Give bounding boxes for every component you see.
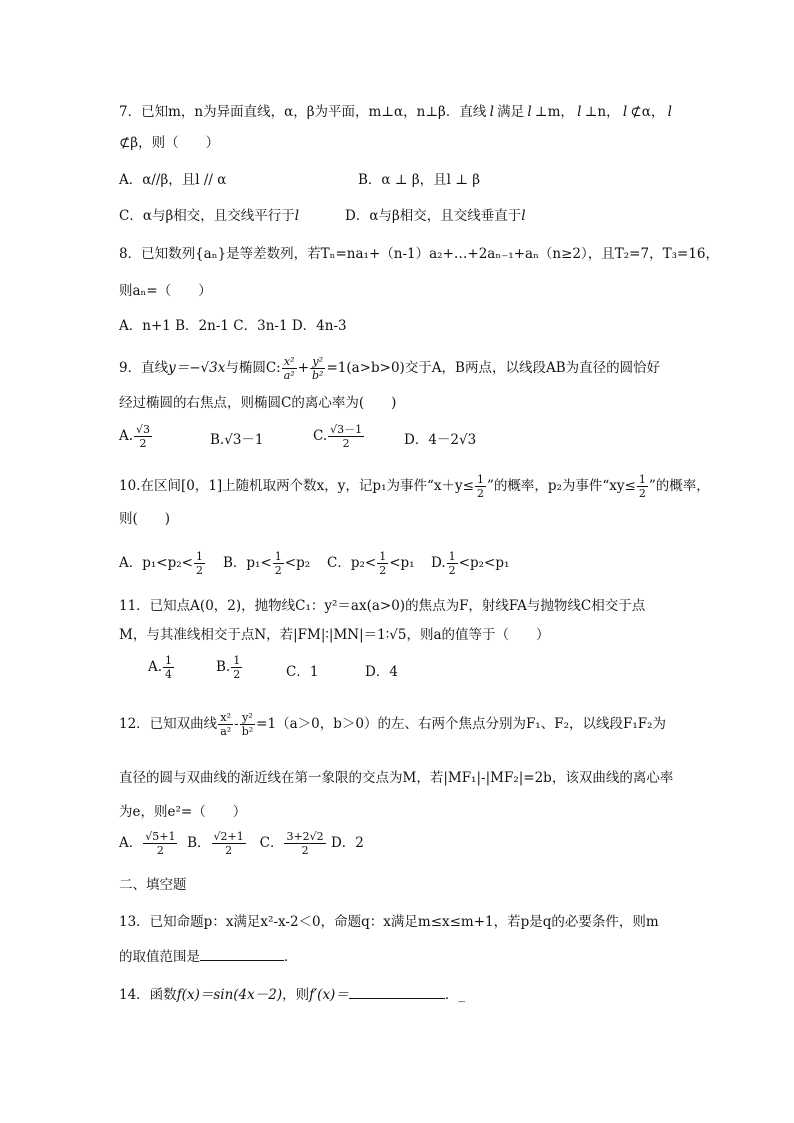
q9-fraction-x: $\frac{\text{x²}}{\text{a²}}$ — [283, 355, 295, 382]
q11-option-a: A. $\frac{1}{4}$ — [148, 654, 173, 681]
q7-option-c-var: l — [294, 208, 300, 224]
q10-option-b: B．p₁< $\frac{1}{2}$ <p₂ — [223, 550, 311, 577]
q7-var-l: l — [489, 104, 494, 120]
q11-option-c: C．1 — [286, 664, 319, 680]
q7-line1 — [119, 102, 672, 122]
q10-line1: 10.在区间[0，1]上随机取两个数x，y，记p₁为事件“x＋y≤ $\frac{1}{2}$ ”的概率，p₂为事件“xy≤ $\frac{1}{2}$ ”的概率， — [119, 473, 710, 500]
q14-line: 14．函数f(x)＝sin(4x－2)，则f′(x)＝ ．_ — [119, 984, 465, 1005]
q9-fraction-y: $\frac{\text{y²}}{\text{b²}}$ — [312, 355, 324, 382]
q11-option-b: B. $\frac{1}{2}$ — [216, 654, 241, 681]
q7-text-a: 7．已知m，n为异面直线，α，β为平面，m⊥α，n⊥β．直线 — [119, 104, 487, 120]
q7-option-a: A．α//β，且l // α — [119, 172, 227, 188]
q8-line2: 则aₙ=（ ） — [119, 283, 212, 299]
q12-options: A． $\frac{√5+1}{2}$ B． $\frac{√2+1}{2}$ C． $\frac{3+2√2}{2}$ D．2 — [119, 830, 364, 857]
q9-prefix: 9．直线 — [119, 360, 169, 376]
q9-option-b: B.√3－1 — [210, 432, 264, 448]
q7-text-d: ⊥n， — [584, 104, 620, 120]
q11-line2: M，与其准线相交于点N，若|FM|∶|MN|＝1∶√5，则a的值等于（ ） — [119, 627, 550, 643]
q8-options: A．n+1 B．2n-1 C．3n-1 D．4n-3 — [119, 318, 347, 334]
q10-line2: 则( ) — [119, 511, 171, 527]
q12-line1: 12．已知双曲线 $\frac{\text{x²}}{\text{a²}}$ - $\frac{\text{y²}}{\text{b²}}$ =1（a＞0，b＞0）的左、右两个焦点分别为F₁、F₂，以线段F₁F₂为 — [119, 711, 667, 738]
q7-line2: ⊄β，则（ ） — [119, 135, 220, 151]
q7-option-c — [119, 206, 299, 226]
q8-line1: 8．已知数列{aₙ}是等差数列，若Tₙ=na₁+（n-1）a₂+…+2aₙ₋₁+aₙ（n≥2），且T₂=7，T₃=16， — [119, 246, 719, 262]
q7-var-l: l — [577, 104, 582, 120]
q13-line2: 的取值范围是 ． — [119, 946, 298, 967]
q13-answer-blank[interactable] — [200, 946, 284, 961]
q10-option-a: A．p₁<p₂< $\frac{1}{2}$ — [119, 550, 203, 577]
q9-line2: 经过椭圆的右焦点，则椭圆C的离心率为( ) — [119, 395, 397, 411]
q11-line1: 11．已知点A(0，2)，抛物线C₁：y²＝ax(a>0)的焦点为F，射线FA与抛物线C相交于点 — [119, 598, 646, 614]
q7-option-d-text: D．α与β相交，且交线垂直于 — [345, 208, 522, 224]
q9-option-c: C. $\frac{√3-1}{2}$ — [313, 423, 363, 450]
q7-option-b: B．α ⊥ β，且l ⊥ β — [358, 172, 481, 188]
q12-line3: 为e，则e²=（ ） — [119, 804, 247, 820]
q7-var-l: l — [622, 104, 628, 120]
section-heading-fill-in: 二、填空题 — [119, 877, 187, 893]
q7-option-c-text: C．α与β相交，且交线平行于 — [119, 208, 295, 224]
q7-text-c: ⊥m， — [534, 104, 574, 120]
q7-option-d — [345, 206, 526, 226]
q9-condition: =1(a>b>0)交于A，B两点，以线段AB为直径的圆恰好 — [326, 360, 661, 376]
q13-line1: 13．已知命题p：x满足x²-x-2＜0，命题q：x满足m≤x≤m+1，若p是q的必要条件，则m — [119, 914, 659, 930]
q9-line1: 9．直线y＝−√3x与椭圆C: $\frac{\text{x²}}{\text{a²}}$ + $\frac{\text{y²}}{\text{b²}}$ =1(a>b>0)交于A，B两点，以线段AB为直径的圆恰好 — [119, 355, 661, 382]
q7-text-b: 满足 — [497, 104, 525, 120]
q7-var-l: l — [667, 104, 672, 120]
q7-text-e: ⊄α， — [630, 104, 665, 120]
q9-option-a: A. $\frac{√3}{2}$ — [119, 423, 151, 450]
q9-ellipse-label: 与椭圆C: — [225, 360, 281, 376]
q11-option-d: D．4 — [365, 664, 398, 680]
q7-var-l: l — [527, 104, 532, 120]
q7-option-d-var: l — [521, 208, 526, 224]
q9-line-equation: y＝−√3x — [168, 360, 226, 376]
q9-option-d: D．4－2√3 — [404, 432, 477, 448]
q12-line2: 直径的圆与双曲线的渐近线在第一象限的交点为M，若|MF₁|-|MF₂|=2b，该双曲线的离心率 — [119, 770, 674, 786]
q10-option-c: C．p₂< $\frac{1}{2}$ <p₁ — [327, 550, 415, 577]
q14-answer-blank[interactable] — [349, 984, 445, 999]
q10-option-d: D. $\frac{1}{2}$ <p₂<p₁ — [431, 550, 510, 577]
